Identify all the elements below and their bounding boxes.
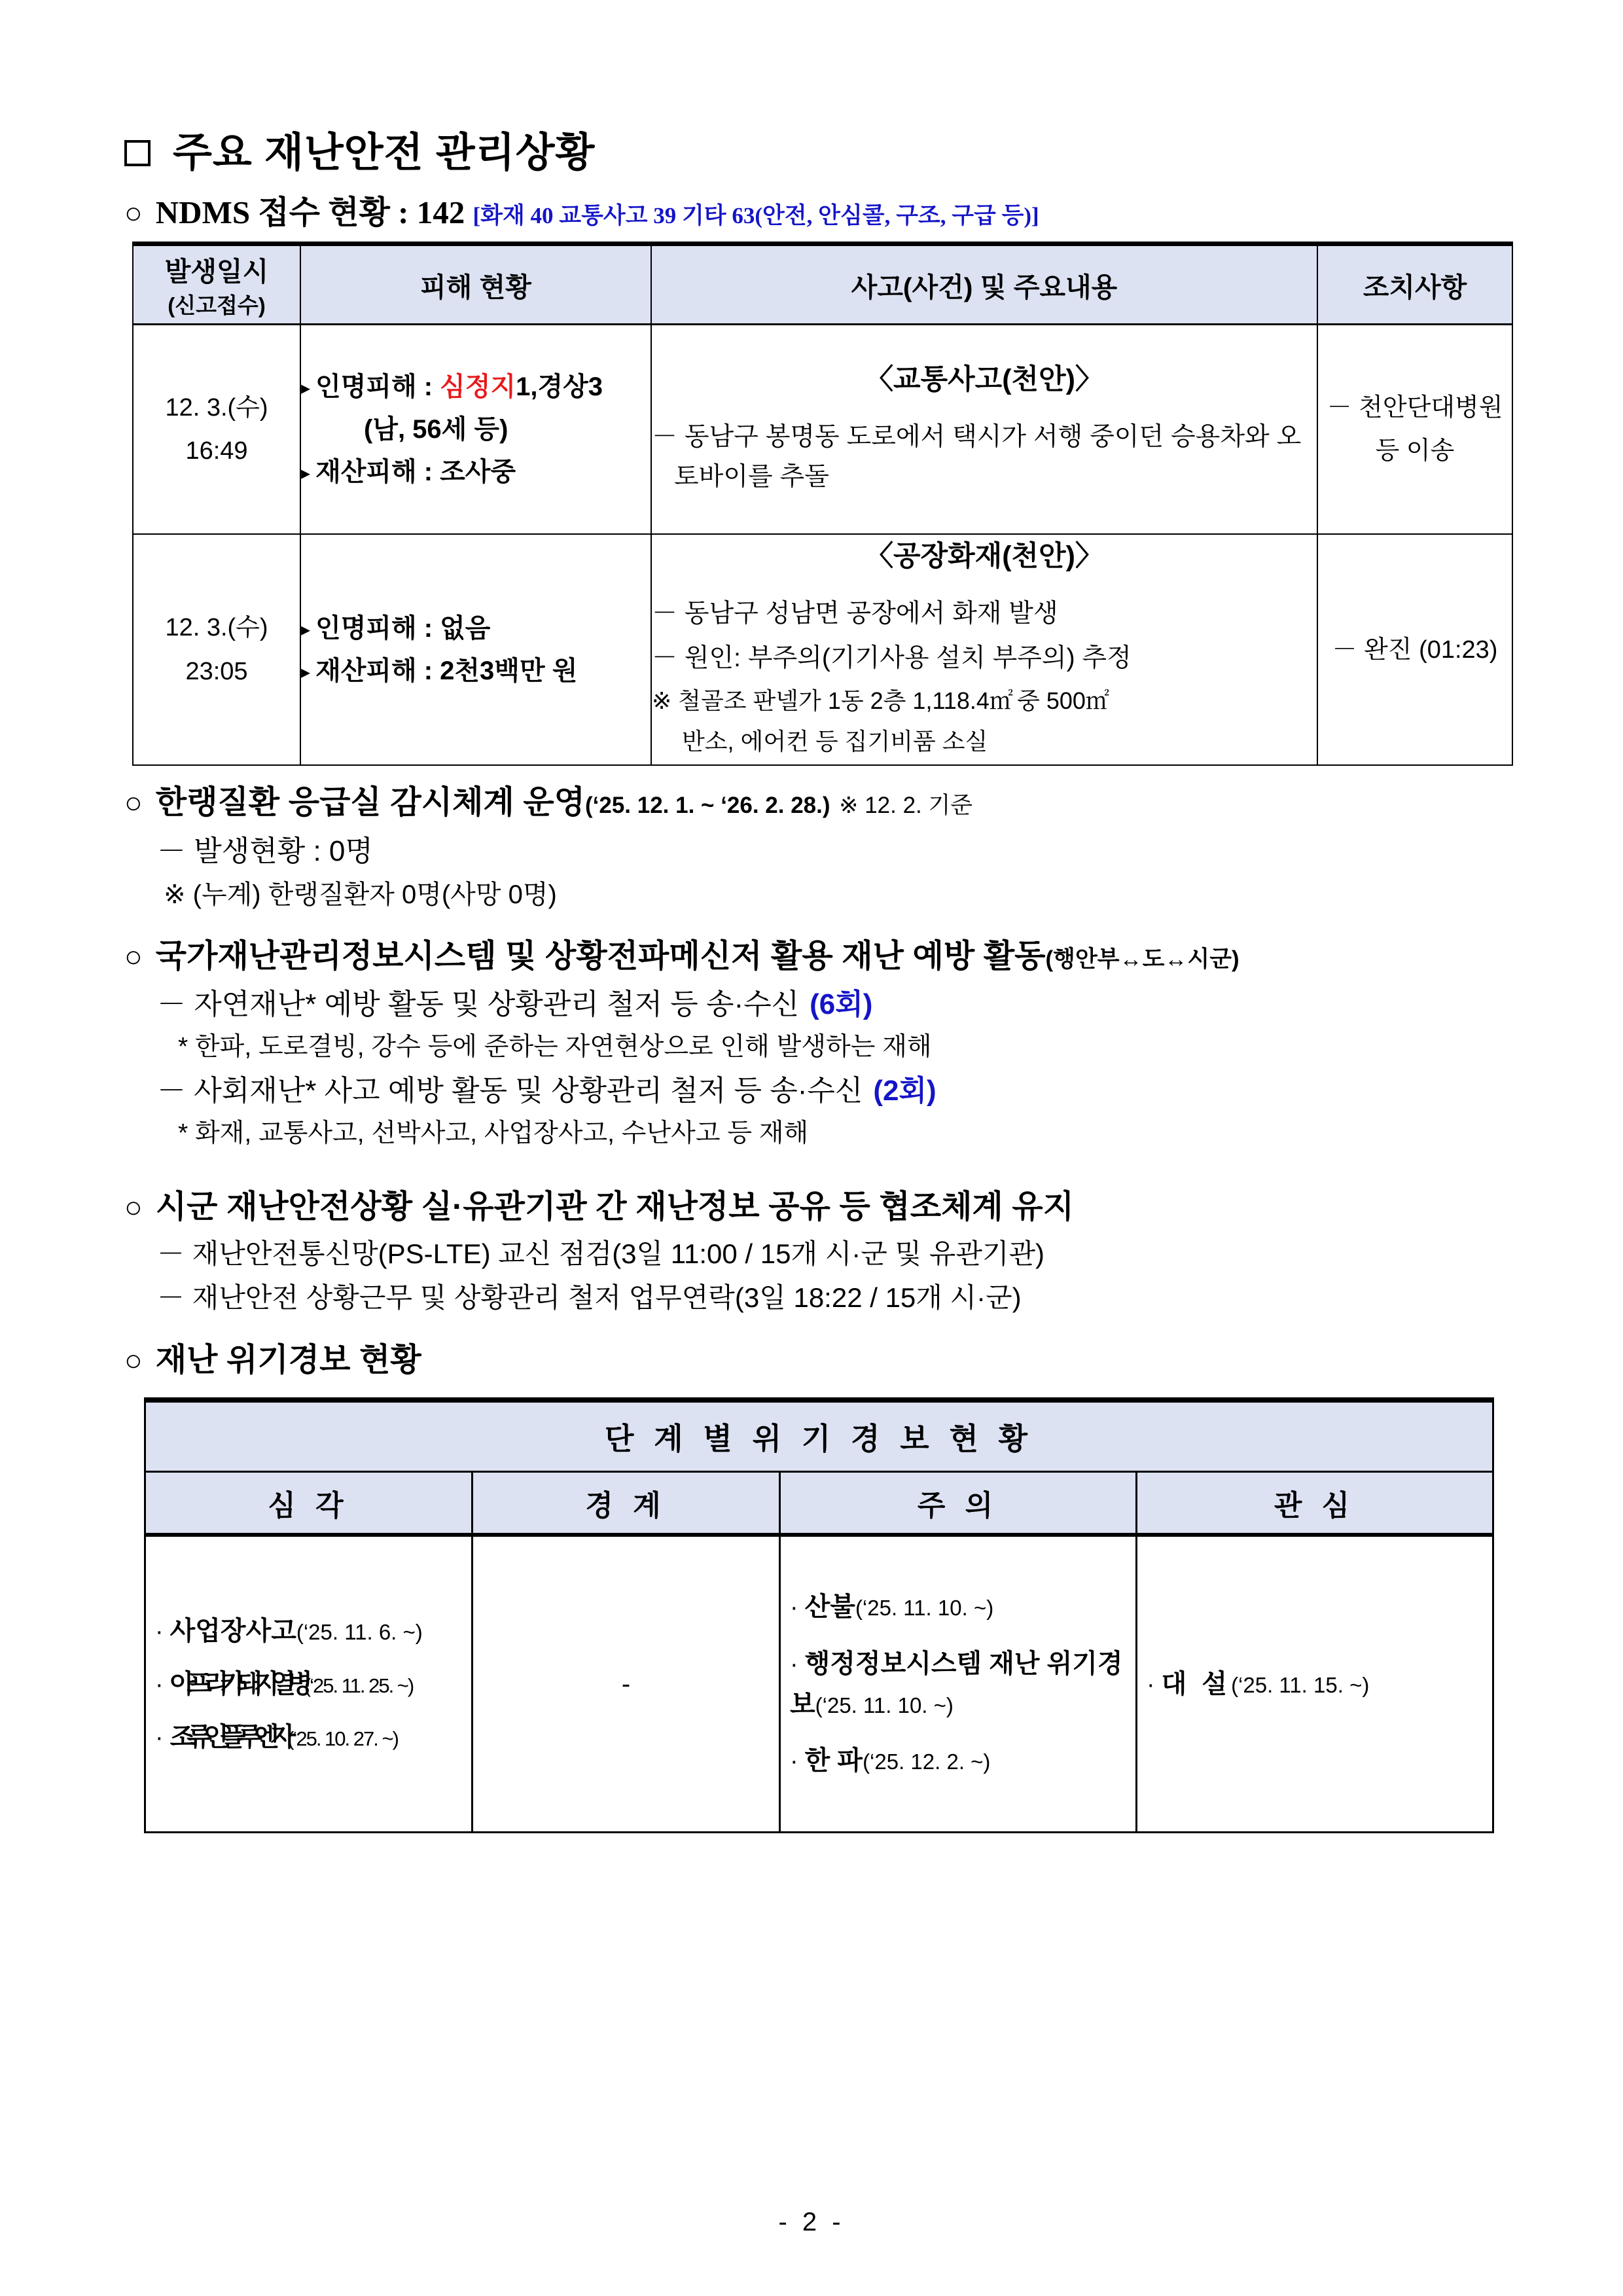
column-header-damage: 피해 현황	[300, 244, 651, 325]
alert-header-severe: 심 각	[145, 1472, 473, 1535]
cell-detail	[651, 325, 1317, 535]
social-disaster-footnote-text: * 화재, 교통사고, 선박사고, 사업장사고, 수난사고 등 재해	[178, 1119, 809, 1148]
row2-detail-ref1: ※ 철골조 판넬가 1동 2층 1,118.4㎡ 중 500㎡	[652, 687, 1109, 714]
row2-date: 12. 3.(수)	[165, 614, 268, 642]
natural-disaster-text: － 자연재난* 예방 활동 및 상황관리 철저 등 송·수신	[157, 988, 800, 1021]
cooperation-title: 시군 재난안전상황 실·유관기관 간 재난정보 공유 등 협조체계 유지	[155, 1189, 1075, 1225]
cell-datetime	[133, 325, 300, 535]
alert-status-title: 재난 위기경보 현황	[155, 1342, 421, 1378]
pslte-check-text: － 재난안전통신망(PS-LTE) 교신 점검(3일 11:00 / 15개 시·군 및 유관기관)	[157, 1238, 1045, 1270]
natural-disaster-footnote	[178, 1031, 1505, 1064]
cell-datetime	[133, 534, 300, 765]
alert-level-table	[144, 1397, 1494, 1833]
row1-casualty-critical: 심정지	[440, 372, 516, 402]
row2-detail-title: 〈공장화재(천안)〉	[865, 541, 1103, 573]
ndms-activity-scope: (행안부↔도↔시군)	[1045, 946, 1240, 972]
dot-bullet-icon: ·	[790, 1594, 798, 1622]
alert-item-avian-influenza-date: (‘25. 10. 27. ~)	[287, 1727, 398, 1751]
cold-illness-period: (‘25. 12. 1. ~ ‘26. 2. 28.)	[584, 793, 830, 819]
circle-bullet-icon: ○	[124, 1343, 143, 1378]
alert-cell-severe	[145, 1535, 473, 1833]
social-disaster-text: － 사회재난* 사고 예방 활동 및 상황관리 철저 등 송·수신	[157, 1074, 863, 1107]
ndms-activity-heading-text	[156, 937, 1240, 977]
ndms-heading-main: NDMS 접수 현황 : 142	[155, 194, 465, 231]
row1-date: 12. 3.(수)	[165, 393, 268, 422]
row1-detail-line1: － 동남구 봉명동 도로에서 택시가 서행 중이던 승용차와 오토바이를 추돌	[652, 422, 1302, 492]
circle-bullet-icon: ○	[124, 785, 143, 820]
table-header-row	[133, 244, 1512, 325]
ndms-heading	[124, 192, 1505, 232]
duty-contact-row	[157, 1280, 1505, 1316]
circle-bullet-icon: ○	[124, 196, 143, 230]
section-heading	[124, 131, 1505, 175]
alert-header-warning: 경 계	[473, 1472, 780, 1535]
alert-item-heavy-snow-date: (‘25. 11. 15. ~)	[1231, 1672, 1370, 1697]
cell-detail	[651, 534, 1317, 765]
square-bullet-icon	[124, 140, 151, 166]
dot-bullet-icon: ·	[790, 1748, 798, 1776]
alert-item-wildfire-name: 산불	[804, 1592, 855, 1622]
alert-cell-interest	[1137, 1535, 1493, 1833]
triangle-bullet-icon: ▸	[301, 462, 311, 483]
dot-bullet-icon: ·	[1147, 1670, 1155, 1698]
alert-table-caption-row	[145, 1400, 1493, 1472]
alert-item-cold-wave-date: (‘25. 12. 2. ~)	[863, 1749, 991, 1774]
alert-table-caption: 단 계 별 위 기 경 보 현 황	[145, 1400, 1493, 1472]
alert-item-avian-influenza	[155, 1721, 462, 1754]
column-header-datetime-main: 발생일시	[164, 257, 269, 287]
triangle-bullet-icon: ▸	[301, 661, 311, 682]
cooperation-heading	[124, 1187, 1505, 1227]
row1-casualty-line	[301, 366, 651, 408]
column-header-datetime-sub: (신고접수)	[168, 293, 266, 318]
row2-casualty-label: 인명피해 : 없음	[315, 614, 491, 643]
natural-disaster-footnote-text: * 한파, 도로결빙, 강수 등에 준하는 자연현상으로 인해 발생하는 재해	[178, 1033, 932, 1062]
cell-action	[1317, 534, 1512, 765]
page-title: 주요 재난안전 관리상황	[173, 130, 596, 175]
row2-action-line1: － 완진 (01:23)	[1332, 636, 1498, 664]
table-row	[133, 325, 1512, 535]
alert-item-cold-wave	[790, 1744, 1126, 1778]
alert-item-admin-system-name: 행정정보시스템 재난 위기경보	[790, 1649, 1123, 1719]
alert-item-wildfire-date: (‘25. 11. 10. ~)	[855, 1596, 994, 1621]
row2-detail-line2: － 원인: 부주의(기기사용 설치 부주의) 추정	[652, 643, 1132, 672]
cold-illness-title: 한랭질환 응급실 감시체계 운영	[155, 785, 585, 821]
alert-item-workplace-accident-name: 사업장사고	[169, 1616, 296, 1645]
cold-illness-heading-text	[156, 783, 972, 823]
alert-item-avian-influenza-name: 조류인플루엔자	[169, 1723, 288, 1752]
alert-item-workplace-accident-date: (‘25. 11. 6. ~)	[296, 1619, 423, 1644]
row2-detail-line1: － 동남구 성남면 공장에서 화재 발생	[652, 600, 1058, 628]
cold-illness-basis: ※ 12. 2. 기준	[839, 793, 973, 819]
alert-item-asf-name: 아프리카돼지열병	[169, 1669, 304, 1698]
alert-cell-warning: -	[473, 1535, 780, 1833]
column-header-detail: 사고(사건) 및 주요내용	[651, 244, 1317, 325]
alert-item-heavy-snow	[1147, 1668, 1483, 1701]
alert-table-body-row	[145, 1535, 1493, 1833]
social-disaster-count: (2회)	[873, 1074, 936, 1107]
dot-bullet-icon: ·	[155, 1670, 164, 1698]
row1-casualty-label: 인명피해 :	[315, 372, 440, 402]
ndms-heading-text	[156, 192, 1039, 232]
natural-disaster-count: (6회)	[810, 988, 873, 1021]
alert-item-asf	[155, 1668, 462, 1701]
cold-illness-heading	[124, 783, 1505, 823]
alert-item-asf-date: (‘25. 11. 25. ~)	[304, 1674, 414, 1697]
ndms-activity-heading	[124, 937, 1505, 977]
ndms-table	[132, 242, 1513, 766]
cell-action	[1317, 325, 1512, 535]
row2-property-text: 재산피해 : 2천3백만 원	[315, 656, 578, 685]
cold-illness-occurrence-text: － 발생현황 : 0명	[157, 834, 373, 867]
alert-header-interest: 관 심	[1137, 1472, 1493, 1535]
column-header-datetime	[133, 244, 300, 325]
row1-casualty-rest: 1,경상3	[516, 372, 603, 402]
social-disaster-row	[157, 1072, 1505, 1109]
dot-bullet-icon: ·	[790, 1651, 798, 1679]
row1-property-line	[301, 451, 651, 493]
cell-damage	[300, 325, 651, 535]
row2-time: 23:05	[185, 657, 248, 685]
row1-property-text: 재산피해 : 조사중	[315, 457, 516, 486]
page-number: - 2 -	[778, 2208, 845, 2236]
row1-casualty-detail: (남, 56세 등)	[364, 415, 508, 444]
circle-bullet-icon: ○	[124, 1189, 143, 1224]
column-header-action: 조치사항	[1317, 244, 1512, 325]
alert-cell-caution	[780, 1535, 1137, 1833]
cold-illness-occurrence	[157, 833, 1505, 870]
alert-header-caution: 주 의	[780, 1472, 1137, 1535]
circle-bullet-icon: ○	[124, 939, 143, 973]
social-disaster-footnote	[178, 1117, 1505, 1151]
cell-damage	[300, 534, 651, 765]
duty-contact-text: － 재난안전 상황근무 및 상황관리 철저 업무연락(3일 18:22 / 15개 시·군)	[157, 1282, 1022, 1313]
alert-item-wildfire	[790, 1590, 1126, 1624]
row2-property-line	[301, 650, 651, 692]
alert-item-heavy-snow-name: 대 설	[1161, 1669, 1232, 1698]
alert-item-workplace-accident	[155, 1615, 462, 1648]
ndms-heading-breakdown: [화재 40 교통사고 39 기타 63(안전, 안심콜, 구조, 구급 등)]	[473, 203, 1039, 229]
row1-action-line2: 등 이송	[1375, 437, 1455, 465]
alert-item-cold-wave-name: 한 파	[804, 1746, 863, 1776]
ndms-activity-title: 국가재난관리정보시스템 및 상황전파메신저 활용 재난 예방 활동	[155, 938, 1046, 974]
cold-illness-cumulative	[164, 878, 1505, 912]
alert-item-admin-system	[790, 1643, 1126, 1725]
dot-bullet-icon: ·	[155, 1617, 164, 1645]
alert-table-header-row	[145, 1472, 1493, 1535]
triangle-bullet-icon: ▸	[301, 619, 311, 640]
row2-detail-ref2: 반소, 에어컨 등 집기비품 소실	[682, 728, 988, 755]
row2-casualty-line	[301, 607, 651, 650]
row1-time: 16:49	[185, 437, 248, 465]
triangle-bullet-icon: ▸	[301, 378, 311, 399]
cold-illness-cumulative-text: ※ (누계) 한랭질환자 0명(사망 0명)	[164, 880, 557, 909]
pslte-check-row	[157, 1236, 1505, 1272]
row1-detail-title: 〈교통사고(천안)〉	[865, 363, 1103, 395]
dot-bullet-icon: ·	[155, 1724, 164, 1752]
table-row	[133, 534, 1512, 765]
alert-item-admin-system-date: (‘25. 11. 10. ~)	[815, 1693, 954, 1718]
row1-action-line1: － 천안단대병원	[1327, 393, 1503, 422]
alert-status-heading	[124, 1340, 1505, 1380]
natural-disaster-row	[157, 986, 1505, 1023]
